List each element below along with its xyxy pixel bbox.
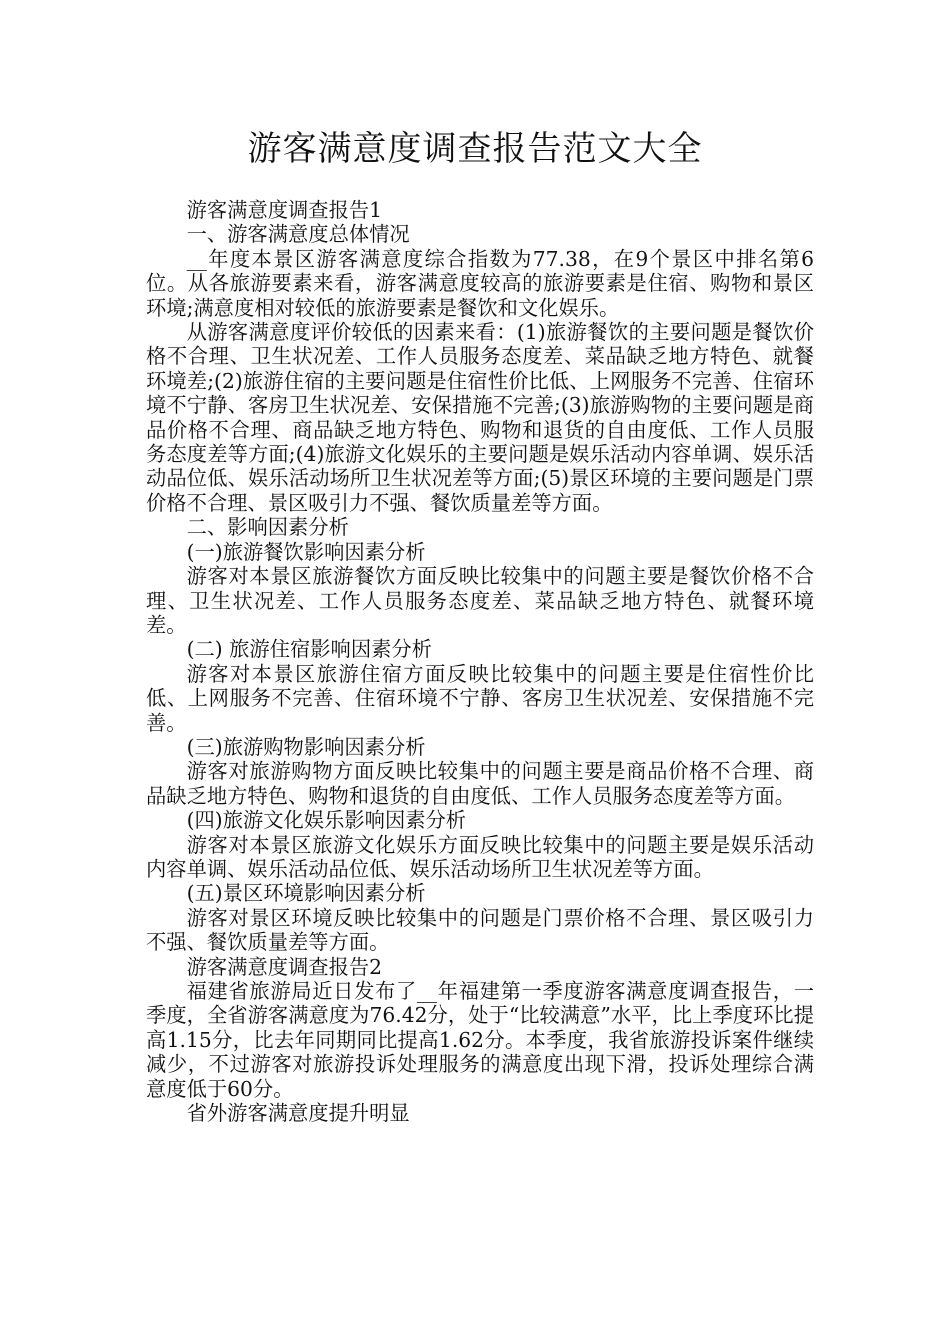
subheading-entertainment: (四)旅游文化娱乐影响因素分析 <box>186 808 467 833</box>
document-title: 游客满意度调查报告范文大全 <box>247 129 703 169</box>
subheading-lodging: (二) 旅游住宿影响因素分析 <box>186 637 432 662</box>
section-heading-report-2: 游客满意度调查报告2 <box>186 954 383 979</box>
paragraph-lodging: 游客对本景区旅游住宿方面反映比较集中的问题主要是住宿性价比低、上网服务不完善、住宿环境不宁静、客房卫生状况差、安保措施不完善。 <box>146 661 814 735</box>
subheading-out-of-province: 省外游客满意度提升明显 <box>186 1101 410 1126</box>
section-heading-report-1: 游客满意度调查报告1 <box>186 198 383 222</box>
paragraph-dining: 游客对本景区旅游餐饮方面反映比较集中的问题主要是餐饮价格不合理、卫生状况差、工作人员服务态度差、菜品缺乏地方特色、就餐环境差。 <box>146 564 814 637</box>
section-heading-overall: 一、游客满意度总体情况 <box>186 222 410 247</box>
paragraph-overall-index: __年度本景区游客满意度综合指数为77.38，在9个景区中排名第6位。从各旅游要素来看，游客满意度较高的旅游要素是住宿、购物和景区环境;满意度相对较低的旅游要素是餐饮和文化娱乐。 <box>146 246 814 320</box>
paragraph-environment: 游客对景区环境反映比较集中的问题是门票价格不合理、景区吸引力不强、餐饮质量差等方面。 <box>146 905 814 955</box>
paragraph-fujian-report: 福建省旅游局近日发布了__年福建第一季度游客满意度调查报告，一季度，全省游客满意度为76.42分，处于“比较满意”水平，比上季度环比提高1.15分，比去年同期同比提高1.62分。本季度，我省旅游投诉案件继续减少，不过游客对旅游投诉处理服务的满意度出现下滑，投诉处理综合满意度低于60分。 <box>146 979 814 1101</box>
subheading-dining: (一)旅游餐饮影响因素分析 <box>186 539 426 564</box>
document-body <box>146 198 814 1125</box>
paragraph-low-factors: 从游客满意度评价较低的因素来看：(1)旅游餐饮的主要问题是餐饮价格不合理、卫生状况差、工作人员服务态度差、菜品缺乏地方特色、就餐环境差;(2)旅游住宿的主要问题是住宿性价比低、上网服务不完善、住宿环境不宁静、客房卫生状况差、安保措施不完善;(3)旅游购物的主要问题是商品价格不合理、商品缺乏地方特色、购物和退货的自由度低、工作人员服务态度差等方面;(4)旅游文化娱乐的主要问题是娱乐活动内容单调、娱乐活动品位低、娱乐活动场所卫生状况差等方面;(5)景区环境的主要问题是门票价格不合理、景区吸引力不强、餐饮质量差等方面。 <box>146 320 814 515</box>
paragraph-shopping: 游客对旅游购物方面反映比较集中的问题主要是商品价格不合理、商品缺乏地方特色、购物和退货的自由度低、工作人员服务态度差等方面。 <box>146 759 814 808</box>
paragraph-entertainment: 游客对本景区旅游文化娱乐方面反映比较集中的问题主要是娱乐活动内容单调、娱乐活动品位低、娱乐活动场所卫生状况差等方面。 <box>146 832 814 881</box>
subheading-environment: (五)景区环境影响因素分析 <box>186 881 426 906</box>
section-heading-factors: 二、影响因素分析 <box>186 515 349 540</box>
subheading-shopping: (三)旅游购物影响因素分析 <box>186 734 426 759</box>
